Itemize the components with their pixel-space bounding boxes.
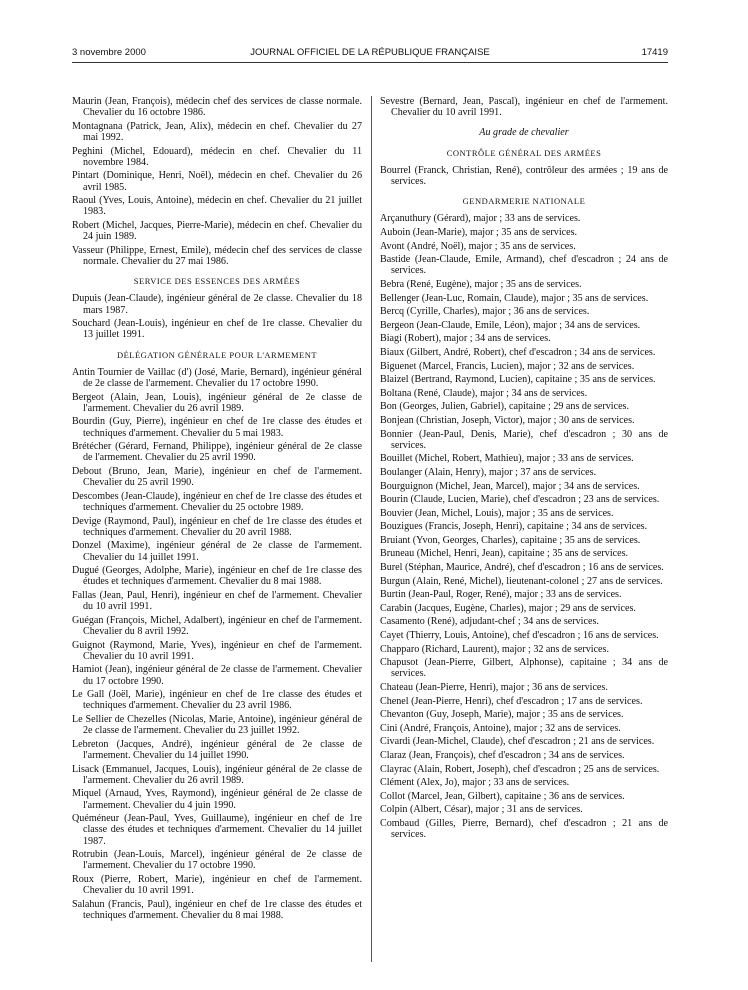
list-item: Devige (Raymond, Paul), ingénieur en chef de 1re classe des études et techniques d'armement. Chevalier du 20 avril 1988. <box>72 515 362 538</box>
entry-list-sante <box>72 96 362 267</box>
entry-list-controle <box>380 165 668 187</box>
list-item: Colpin (Albert, César), major ; 31 ans de services. <box>380 804 583 816</box>
list-item: Robert (Michel, Jacques, Pierre-Marie), médecin en chef. Chevalier du 24 juin 1989. <box>72 219 362 243</box>
list-item: Bergeot (Alain, Jean, Louis), ingénieur général de 2e classe de l'armement. Chevalier du 26 avril 1989. <box>72 391 362 414</box>
list-item: Hamiot (Jean), ingénieur général de 2e classe de l'armement. Chevalier du 17 octobre 1990. <box>72 664 362 687</box>
section-heading-controle: CONTRÔLE GÉNÉRAL DES ARMÉES <box>446 147 602 158</box>
entry-list-armement <box>72 367 362 921</box>
list-item: Maurin (Jean, François), médecin chef des services de classe normale. Chevalier du 16 octobre 1986. <box>72 96 362 119</box>
list-item: Souchard (Jean-Louis), ingénieur en chef de 1re classe. Chevalier du 13 juillet 1991. <box>72 318 362 341</box>
list-item: Rotrubin (Jean-Louis, Marcel), ingénieur général de 2e classe de l'armement. Chevalier du 17 octobre 1990. <box>72 849 362 872</box>
list-item: Bourin (Claude, Lucien, Marie), chef d'escadron ; 23 ans de services. <box>380 494 660 506</box>
grade-subheading: Au grade de chevalier <box>479 127 569 139</box>
list-item: Chenel (Jean-Pierre, Henri), chef d'escadron ; 17 ans de services. <box>380 695 643 707</box>
list-item: Blaizel (Bertrand, Raymond, Lucien), capitaine ; 35 ans de services. <box>380 374 656 386</box>
list-item: Miquel (Arnaud, Yves, Raymond), ingénieur général de 2e classe de l'armement. Chevalier du 4 juin 1990. <box>72 788 362 811</box>
list-item: Auboin (Jean-Marie), major ; 35 ans de services. <box>380 227 578 239</box>
list-item: Burgun (Alain, René, Michel), lieutenant-colonel ; 27 ans de services. <box>380 575 663 587</box>
column-divider <box>371 96 372 962</box>
list-item: Roux (Pierre, Robert, Marie), ingénieur en chef de l'armement. Chevalier du 10 avril 1991. <box>72 873 362 897</box>
list-item: Bercq (Cyrille, Charles), major ; 36 ans de services. <box>380 306 590 318</box>
list-item: Le Sellier de Chezelles (Nicolas, Marie, Antoine), ingénieur général de 2e classe de l'armement. Chevalier du 23 juillet 1992. <box>72 713 362 737</box>
entry-list-essences <box>72 293 362 340</box>
list-item: Clayrac (Alain, Robert, Joseph), chef d'escadron ; 25 ans de services. <box>380 763 660 775</box>
list-item: Bourguignon (Michel, Jean, Marcel), major ; 34 ans de services. <box>380 480 640 492</box>
list-item: Bourrel (Franck, Christian, René), contrôleur des armées ; 19 ans de services. <box>380 164 668 188</box>
list-item: Combaud (Gilles, Pierre, Bernard), chef d'escadron ; 21 ans de services. <box>380 817 668 841</box>
list-item: Bourdin (Guy, Pierre), ingénieur en chef de 1re classe des études et techniques d'armement. Chevalier du 5 mai 1983. <box>72 416 362 439</box>
list-item: Bastide (Jean-Claude, Emile, Armand), chef d'escadron ; 24 ans de services. <box>380 254 668 277</box>
list-item: Bebra (René, Eugène), major ; 35 ans de services. <box>380 279 582 290</box>
left-column <box>72 96 362 924</box>
list-item: Clément (Alex, Jo), major ; 33 ans de services. <box>380 777 570 789</box>
list-item: Bouillet (Michel, Robert, Mathieu), major ; 33 ans de services. <box>380 453 634 465</box>
list-item: Chateau (Jean-Pierre, Henri), major ; 36 ans de services. <box>380 682 608 694</box>
list-item: Lebreton (Jacques, André), ingénieur général de 2e classe de l'armement. Chevalier du 14 juillet 1990. <box>72 738 362 761</box>
list-item: Antin Tournier de Vaillac (d') (José, Marie, Bernard), ingénieur général de 2e classe de l'armement. Chevalier du 17 octobre 1990. <box>72 366 362 389</box>
list-item: Cayet (Thierry, Louis, Antoine), chef d'escadron ; 16 ans de services. <box>380 630 659 642</box>
entry-list-gendarmerie <box>380 213 668 840</box>
list-item: Bruneau (Michel, Henri, Jean), capitaine ; 35 ans de services. <box>380 548 629 560</box>
list-item: Arçanuthury (Gérard), major ; 33 ans de services. <box>380 213 581 225</box>
section-heading-armement: DÉLÉGATION GÉNÉRALE POUR L'ARMEMENT <box>116 349 318 360</box>
list-item: Brétécher (Gérard, Fernand, Philippe), ingénieur général de 2e classe de l'armement. Chevalier du 25 avril 1990. <box>72 441 362 464</box>
header-page-number: 17419 <box>641 47 668 58</box>
list-item: Casamento (René), adjudant-chef ; 34 ans de services. <box>380 616 599 628</box>
list-item: Bonnier (Jean-Paul, Denis, Marie), chef d'escadron ; 30 ans de services. <box>380 428 668 451</box>
entry-list-armement-cont <box>380 96 668 118</box>
list-item: Boltana (René, Claude), major ; 34 ans de services. <box>380 387 588 399</box>
list-item: Biguenet (Marcel, Francis, Lucien), major ; 32 ans de services. <box>380 360 635 372</box>
list-item: Bon (Georges, Julien, Gabriel), capitaine ; 29 ans de services. <box>380 401 629 413</box>
section-heading-gendarmerie: GENDARMERIE NATIONALE <box>462 196 586 207</box>
list-item: Raoul (Yves, Louis, Antoine), médecin en chef. Chevalier du 21 juillet 1983. <box>72 195 362 218</box>
list-item: Bonjean (Christian, Joseph, Victor), major ; 30 ans de services. <box>380 414 635 426</box>
list-item: Bergeon (Jean-Claude, Emile, Léon), major ; 34 ans de services. <box>380 319 641 331</box>
page-header <box>72 47 668 61</box>
right-column <box>380 96 668 843</box>
header-journal-title: JOURNAL OFFICIEL DE LA RÉPUBLIQUE FRANÇAISE <box>250 47 490 58</box>
list-item: Claraz (Jean, François), chef d'escadron ; 34 ans de services. <box>380 750 625 761</box>
list-item: Quéméneur (Jean-Paul, Yves, Guillaume), ingénieur en chef de 1re classe des études et techniques d'armement. Chevalier du 14 juillet 1987. <box>72 813 362 847</box>
list-item: Bouzigues (Francis, Joseph, Henri), capitaine ; 34 ans de services. <box>380 521 648 533</box>
list-item: Lisack (Emmanuel, Jacques, Louis), ingénieur général de 2e classe de l'armement. Chevalier du 26 avril 1989. <box>72 763 362 786</box>
list-item: Dupuis (Jean-Claude), ingénieur général de 2e classe. Chevalier du 18 mars 1987. <box>72 293 362 316</box>
list-item: Guégan (François, Michel, Adalbert), ingénieur en chef de l'armement. Chevalier du 8 avril 1992. <box>72 614 362 637</box>
list-item: Pintart (Dominique, Henri, Noël), médecin en chef. Chevalier du 26 avril 1985. <box>72 170 362 193</box>
list-item: Civardi (Jean-Michel, Claude), chef d'escadron ; 21 ans de services. <box>380 736 655 748</box>
list-item: Burtin (Jean-Paul, Roger, René), major ; 33 ans de services. <box>380 589 622 601</box>
list-item: Vasseur (Philippe, Ernest, Emile), médecin chef des services de classe normale. Chevalier du 27 mai 1986. <box>72 244 362 267</box>
list-item: Bellenger (Jean-Luc, Romain, Claude), major ; 35 ans de services. <box>380 292 649 304</box>
list-item: Chevanton (Guy, Joseph, Marie), major ; 35 ans de services. <box>380 709 624 721</box>
list-item: Avont (André, Noël), major ; 35 ans de services. <box>380 240 576 252</box>
list-item: Chapparo (Richard, Laurent), major ; 32 ans de services. <box>380 643 609 655</box>
list-item: Sevestre (Bernard, Jean, Pascal), ingénieur en chef de l'armement. Chevalier du 10 avril 1991. <box>380 96 668 119</box>
list-item: Donzel (Maxime), ingénieur général de 2e classe de l'armement. Chevalier du 14 juillet 1991. <box>72 540 362 563</box>
list-item: Montagnana (Patrick, Jean, Alix), médecin en chef. Chevalier du 27 mai 1992. <box>72 120 362 143</box>
list-item: Chapusot (Jean-Pierre, Gilbert, Alphonse), capitaine ; 34 ans de services. <box>380 657 668 680</box>
list-item: Le Gall (Joël, Marie), ingénieur en chef de 1re classe des études et techniques d'armement. Chevalier du 23 avril 1986. <box>72 689 362 712</box>
list-item: Burel (Stéphan, Maurice, André), chef d'escadron ; 16 ans de services. <box>380 562 664 574</box>
list-item: Boulanger (Alain, Henry), major ; 37 ans de services. <box>380 466 597 478</box>
list-item: Cini (André, François, Antoine), major ; 32 ans de services. <box>380 722 621 734</box>
list-item: Bruiant (Yvon, Georges, Charles), capitaine ; 35 ans de services. <box>380 534 641 546</box>
list-item: Debout (Bruno, Jean, Marie), ingénieur en chef de l'armement. Chevalier du 25 avril 1990. <box>72 465 362 489</box>
section-heading-essences: SERVICE DES ESSENCES DES ARMÉES <box>133 276 301 287</box>
list-item: Carabin (Jacques, Eugène, Charles), major ; 29 ans de services. <box>380 602 636 614</box>
header-rule <box>72 62 668 63</box>
list-item: Fallas (Jean, Paul, Henri), ingénieur en chef de l'armement. Chevalier du 10 avril 1991. <box>72 589 362 613</box>
list-item: Biaux (Gilbert, André, Robert), chef d'escadron ; 34 ans de services. <box>380 346 656 358</box>
header-date: 3 novembre 2000 <box>72 47 146 58</box>
list-item: Bouvier (Jean, Michel, Louis), major ; 35 ans de services. <box>380 507 614 519</box>
list-item: Biagi (Robert), major ; 34 ans de services. <box>380 333 551 345</box>
list-item: Dugué (Georges, Adolphe, Marie), ingénieur en chef de 1re classe des études et techniques d'armement. Chevalier du 8 mai 1988. <box>72 565 362 588</box>
list-item: Peghini (Michel, Edouard), médecin en chef. Chevalier du 11 novembre 1984. <box>72 145 362 168</box>
list-item: Collot (Marcel, Jean, Gilbert), capitaine ; 36 ans de services. <box>380 790 625 802</box>
list-item: Guignot (Raymond, Marie, Yves), ingénieur en chef de l'armement. Chevalier du 10 avril 1991. <box>72 639 362 662</box>
list-item: Descombes (Jean-Claude), ingénieur en chef de 1re classe des études et techniques d'armement. Chevalier du 25 octobre 1989. <box>72 490 362 513</box>
list-item: Salahun (Francis, Paul), ingénieur en chef de 1re classe des études et techniques d'armement. Chevalier du 8 mai 1988. <box>72 898 362 921</box>
